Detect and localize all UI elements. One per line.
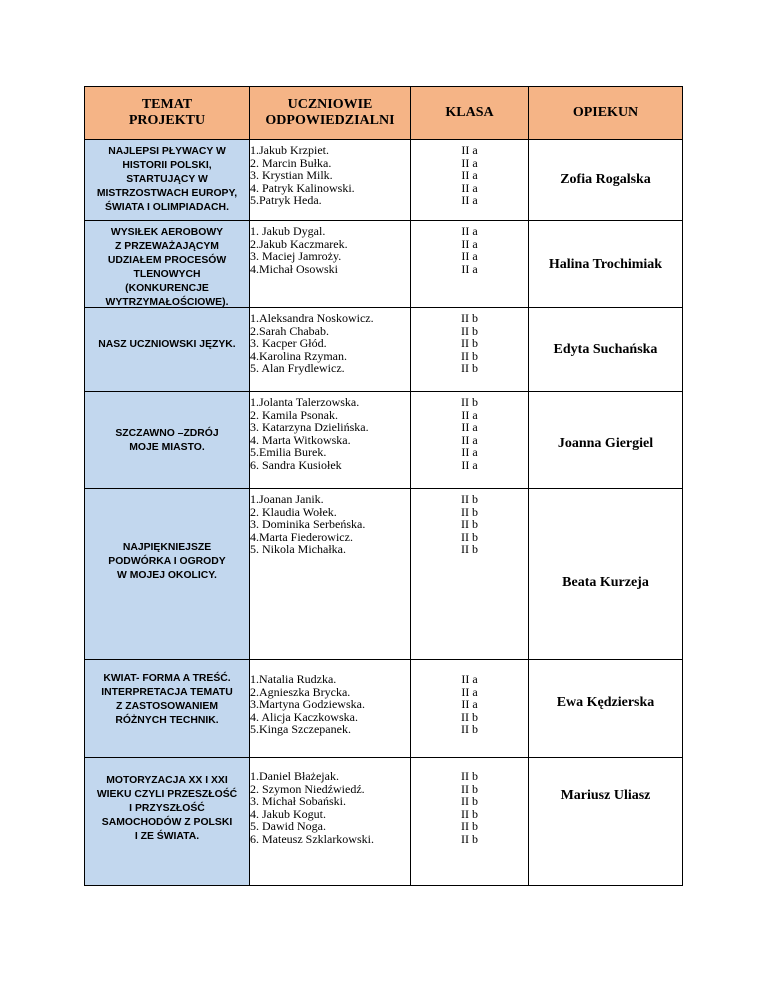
class-list <box>411 392 529 489</box>
guardian-cell <box>529 660 683 758</box>
student-name: 4.Michał Osowski <box>250 261 338 276</box>
class-value: II a <box>461 180 478 195</box>
class-value: II b <box>461 722 478 736</box>
students-list <box>250 758 411 886</box>
students-list <box>250 660 411 758</box>
student-name: 5.Emilia Burek. <box>250 445 327 459</box>
topic-line: UDZIAŁEM PROCESÓW <box>107 255 227 266</box>
student-name: 4. Jakub Kogut. <box>250 806 326 821</box>
student-name: 3. Katarzyna Dzielińska. <box>250 420 369 434</box>
guardian-name: Edyta Suchańska <box>553 342 658 357</box>
topic-line: SZCZAWNO –ZDRÓJ <box>115 428 219 439</box>
student-name: 4.Marta Fiederowicz. <box>250 529 353 544</box>
student-name: 2.Agnieszka Brycka. <box>250 684 351 699</box>
class-value: II b <box>461 529 478 544</box>
topic-line: STARTUJĄCY W <box>126 174 208 185</box>
project-topic <box>85 489 250 660</box>
table-row <box>85 758 683 886</box>
student-name: 3. Kacper Głód. <box>250 336 327 350</box>
student-name: 1.Jakub Krzpiet. <box>250 143 329 157</box>
topic-line: Z ZASTOSOWANIEM <box>116 701 218 712</box>
student-name: 5.Patryk Heda. <box>250 193 322 207</box>
class-value: II a <box>461 445 478 459</box>
class-value: II b <box>461 819 478 833</box>
guardian-cell <box>529 221 683 308</box>
guardian-cell <box>529 140 683 221</box>
student-name: 3. Dominika Serbeńska. <box>250 517 366 531</box>
topic-line: ŚWIATA I OLIMPIADACH. <box>105 202 229 213</box>
topic-line: NAJLEPSI PŁYWACY W <box>108 146 226 157</box>
header-students: UCZNIOWIE ODPOWIEDZIALNI <box>250 87 411 140</box>
student-name: 1. Jakub Dygal. <box>250 224 326 238</box>
topic-line: W MOJEJ OKOLICY. <box>117 570 217 581</box>
class-list <box>411 758 529 886</box>
class-value: II b <box>461 336 478 350</box>
guardian-cell <box>529 308 683 392</box>
student-name: 2.Jakub Kaczmarek. <box>250 236 348 251</box>
topic-line: MOTORYZACJA XX I XXI <box>106 775 228 786</box>
students-list <box>250 489 411 660</box>
class-list <box>411 221 529 308</box>
topic-line: Z PRZEWAŻAJĄCYM <box>115 241 219 252</box>
class-value: II b <box>461 542 478 556</box>
class-value: II b <box>461 492 478 506</box>
class-value: II a <box>461 193 478 207</box>
guardian-name: Zofia Rogalska <box>560 172 651 187</box>
student-name: 3.Martyna Godziewska. <box>250 697 365 711</box>
projects-table <box>84 86 683 886</box>
guardian-name: Joanna Giergiel <box>557 436 654 451</box>
class-list <box>411 660 529 758</box>
class-value: II a <box>461 249 478 263</box>
class-value: II a <box>461 457 478 472</box>
student-name: 2. Marcin Bułka. <box>250 155 332 170</box>
student-name: 3. Maciej Jamroży. <box>250 249 342 263</box>
class-value: II a <box>461 236 478 251</box>
project-topic <box>85 392 250 489</box>
guardian-cell <box>529 758 683 886</box>
student-name: 1.Natalia Rudzka. <box>250 672 337 686</box>
topic-line: SAMOCHODÓW Z POLSKI <box>101 817 233 828</box>
students-list <box>250 140 411 221</box>
student-name: 5. Alan Frydlewicz. <box>250 361 345 375</box>
header-row <box>85 87 683 140</box>
student-name: 4. Alicja Kaczkowska. <box>250 709 358 724</box>
student-name: 1.Aleksandra Noskowicz. <box>250 311 374 325</box>
guardian-name: Mariusz Uliasz <box>560 788 651 803</box>
student-name: 2.Sarah Chabab. <box>250 323 329 338</box>
topic-line: I PRZYSZŁOŚĆ <box>129 803 205 814</box>
topic-line: INTERPRETACJA TEMATU <box>101 687 233 698</box>
student-name: 6. Sandra Kusiołek <box>250 457 342 472</box>
table-row <box>85 489 683 660</box>
topic-line: NASZ UCZNIOWSKI JĘZYK. <box>98 339 236 350</box>
guardian-cell <box>529 489 683 660</box>
header-topic: TEMAT PROJEKTU <box>85 87 250 140</box>
class-value: II a <box>461 420 478 434</box>
class-value: II b <box>461 323 478 338</box>
student-name: 5. Nikola Michałka. <box>250 542 346 556</box>
class-value: II a <box>461 672 478 686</box>
student-name: 4.Karolina Rzyman. <box>250 348 347 363</box>
guardian-name: Ewa Kędzierska <box>556 695 655 710</box>
student-name: 2. Klaudia Wołek. <box>250 504 337 519</box>
guardian-cell <box>529 392 683 489</box>
class-value: II b <box>461 806 478 821</box>
student-name: 1.Daniel Błażejak. <box>250 769 339 783</box>
topic-line: MISTRZOSTWACH EUROPY, <box>96 188 238 199</box>
class-value: II a <box>461 407 478 422</box>
table-row <box>85 221 683 308</box>
student-name: 1.Jolanta Talerzowska. <box>250 395 360 409</box>
class-value: II a <box>461 155 478 170</box>
students-list <box>250 221 411 308</box>
project-topic <box>85 660 250 758</box>
class-value: II b <box>461 769 478 783</box>
class-value: II b <box>461 395 478 409</box>
student-name: 4. Patryk Kalinowski. <box>250 180 355 195</box>
topic-line: PODWÓRKA I OGRODY <box>108 556 226 567</box>
class-value: II a <box>461 432 478 447</box>
topic-line: WIEKU CZYLI PRZESZŁOŚĆ <box>96 789 238 800</box>
student-name: 5.Kinga Szczepanek. <box>250 722 351 736</box>
table-row <box>85 140 683 221</box>
topic-line: RÓŻNYCH TECHNIK. <box>115 715 219 726</box>
class-value: II b <box>461 831 478 846</box>
header-class: KLASA <box>411 87 529 140</box>
class-value: II b <box>461 348 478 363</box>
student-name: 2. Szymon Niedźwiedź. <box>250 781 365 796</box>
student-name: 3. Krystian Milk. <box>250 168 333 182</box>
students-list <box>250 308 411 392</box>
topic-line: KWIAT- FORMA A TREŚĆ. <box>103 673 231 684</box>
student-name: 1.Joanan Janik. <box>250 492 324 506</box>
project-topic <box>85 140 250 221</box>
topic-line: MOJE MIASTO. <box>129 442 205 453</box>
class-value: II b <box>461 794 478 808</box>
topic-line: TLENOWYCH <box>133 269 201 280</box>
student-name: 4. Marta Witkowska. <box>250 432 351 447</box>
topic-line: HISTORII POLSKI, <box>122 160 212 171</box>
class-value: II b <box>461 781 478 796</box>
guardian-name: Halina Trochimiak <box>548 257 663 272</box>
project-topic <box>85 308 250 392</box>
class-value: II b <box>461 517 478 531</box>
topic-line: WYTRZYMAŁOŚCIOWE). <box>105 297 229 308</box>
class-value: II a <box>461 684 478 699</box>
table-row <box>85 308 683 392</box>
student-name: 6. Mateusz Szklarkowski. <box>250 831 374 846</box>
class-value: II b <box>461 709 478 724</box>
class-value: II a <box>461 224 478 238</box>
student-name: 5. Dawid Noga. <box>250 819 326 833</box>
class-list <box>411 489 529 660</box>
student-name: 3. Michał Sobański. <box>250 794 346 808</box>
guardian-name: Beata Kurzeja <box>562 575 649 590</box>
student-name: 2. Kamila Psonak. <box>250 407 338 422</box>
header-guardian: OPIEKUN <box>529 87 683 140</box>
class-value: II b <box>461 311 478 325</box>
students-list <box>250 392 411 489</box>
topic-line: NAJPIĘKNIEJSZE <box>122 542 212 553</box>
class-value: II a <box>461 168 478 182</box>
topic-line: (KONKURENCJE <box>125 283 209 294</box>
topic-line: WYSIŁEK AEROBOWY <box>110 227 224 238</box>
class-value: II b <box>461 361 478 375</box>
project-topic <box>85 221 250 308</box>
class-list <box>411 308 529 392</box>
topic-line: I ZE ŚWIATA. <box>134 831 200 842</box>
class-value: II b <box>461 504 478 519</box>
table-row <box>85 660 683 758</box>
class-value: II a <box>461 261 478 276</box>
class-value: II a <box>461 697 478 711</box>
class-value: II a <box>461 143 478 157</box>
project-topic <box>85 758 250 886</box>
class-list <box>411 140 529 221</box>
table-row <box>85 392 683 489</box>
